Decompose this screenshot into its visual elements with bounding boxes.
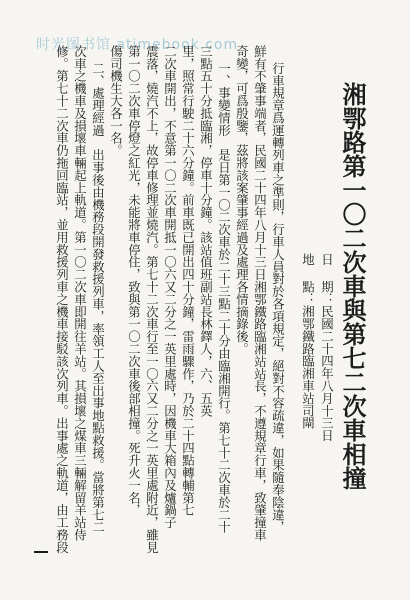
body-line: 行車規章爲運轉列車之準則，行車人員對於各項規定，絕對不容疏違，如果隨奉陰違， — [270, 62, 286, 534]
body-line: 三點五十分抵臨湘，停車十分鐘。該站值班副站長林鐸人，六、五英 — [198, 45, 214, 417]
body-line: 修。第七十二次車仍拖回臨站，並用救援列車之機車接駁該次列車。出事處之軌道，由工務段 — [54, 45, 70, 554]
body-line: 二次車開出，不意第一〇二次車開抵一〇六又二分之一英里處時，因機車大箱內及爐鍋子 — [162, 45, 178, 529]
body-line: 第一〇二次車停燈之紅光，未能將車停住，致與第一〇二次車後部相撞。死升火一名， — [126, 45, 142, 517]
body-line: 震落，燒汽不上，故停車修理並燒汽。第七十二次車行至一〇六又二分之一英里處附近，雖見 — [144, 45, 160, 554]
body-line: 鮮有不肇事端者，民國二十四年八月十三日湘鄂鐵路臨湘站站長，不遵規章行車，致肇撞車 — [252, 45, 268, 541]
body-line: 傷司機生大各一名。 — [108, 45, 124, 157]
meta-date: 日 期：民國二十四年八月十三日 — [319, 253, 335, 442]
watermark-text: 时光图书馆 atimebook.com — [36, 37, 239, 53]
body-line: 二、處理經過 出事後由機務段開發救援列車，率領工人至出事地點救援。當將第七二 — [90, 62, 106, 534]
document-title: 湘鄂路第一〇二次車與第七二次車相撞 — [338, 82, 367, 490]
body-line: 里，照常行駛二十六分鐘。前車既已開出四十分鐘，雷雨驟作，乃於二十四點轉輔第七 — [180, 45, 196, 517]
body-line: 次車之機車及損壞車輛起上軌道。第一〇二次車即開往羊站。其損壞之煤車三輛解留羊站侍 — [72, 45, 88, 541]
body-line: 一、事變情形 是日第一〇二次車於二十三點二十分由臨湘開行。第七十二次車於二十 — [216, 62, 232, 534]
page-number-mark — [34, 551, 48, 553]
body-line: 奇變，可爲殷鑒，茲將該案肇事經過及處理各情摘錄後。 — [234, 45, 250, 355]
meta-place: 地 點：湘鄂鐵路臨湘車站司閘 — [300, 253, 316, 430]
